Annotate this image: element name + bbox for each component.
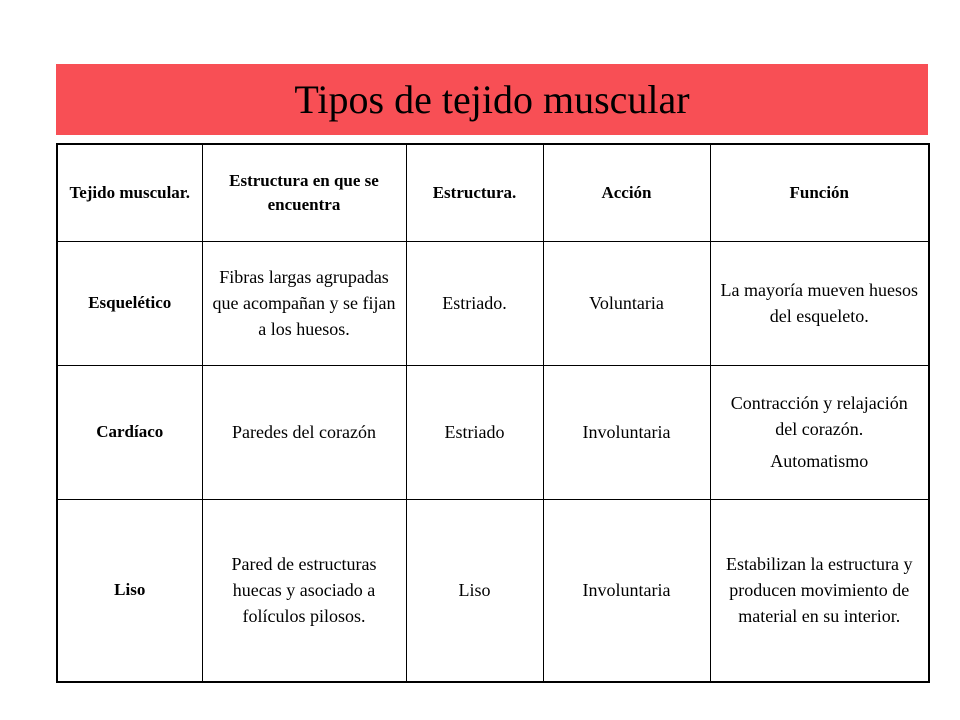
cell-tejido: Cardíaco	[57, 365, 202, 499]
header-tejido: Tejido muscular.	[57, 144, 202, 241]
cell-funcion: La mayoría mueven huesos del esqueleto.	[710, 241, 929, 365]
cell-tejido: Liso	[57, 499, 202, 682]
header-estructura: Estructura.	[406, 144, 543, 241]
page-title: Tipos de tejido muscular	[294, 76, 690, 122]
header-funcion: Función	[710, 144, 929, 241]
table-row	[57, 241, 929, 365]
cell-funcion-group	[710, 365, 929, 499]
table-row	[57, 365, 929, 499]
cell-estructura-en: Paredes del corazón	[202, 365, 406, 499]
cell-funcion-extra: Automatismo	[770, 451, 869, 472]
cell-funcion: Contracción y relajación del corazón.	[730, 392, 908, 439]
header-accion: Acción	[543, 144, 710, 241]
cell-accion: Involuntaria	[543, 499, 710, 682]
table-header-row	[57, 144, 929, 241]
cell-estructura-en: Pared de estructuras huecas y asociado a folículos pilosos.	[202, 499, 406, 682]
cell-tejido: Esquelético	[57, 241, 202, 365]
cell-estructura: Estriado.	[406, 241, 543, 365]
table-row	[57, 499, 929, 682]
cell-estructura: Estriado	[406, 365, 543, 499]
title-banner	[56, 64, 928, 135]
cell-accion: Voluntaria	[543, 241, 710, 365]
header-estructura-en: Estructura en que se encuentra	[202, 144, 406, 241]
cell-accion: Involuntaria	[543, 365, 710, 499]
muscle-tissue-table	[56, 143, 930, 683]
cell-funcion: Estabilizan la estructura y producen movimiento de material en su interior.	[710, 499, 929, 682]
cell-estructura-en: Fibras largas agrupadas que acompañan y se fijan a los huesos.	[202, 241, 406, 365]
cell-estructura: Liso	[406, 499, 543, 682]
